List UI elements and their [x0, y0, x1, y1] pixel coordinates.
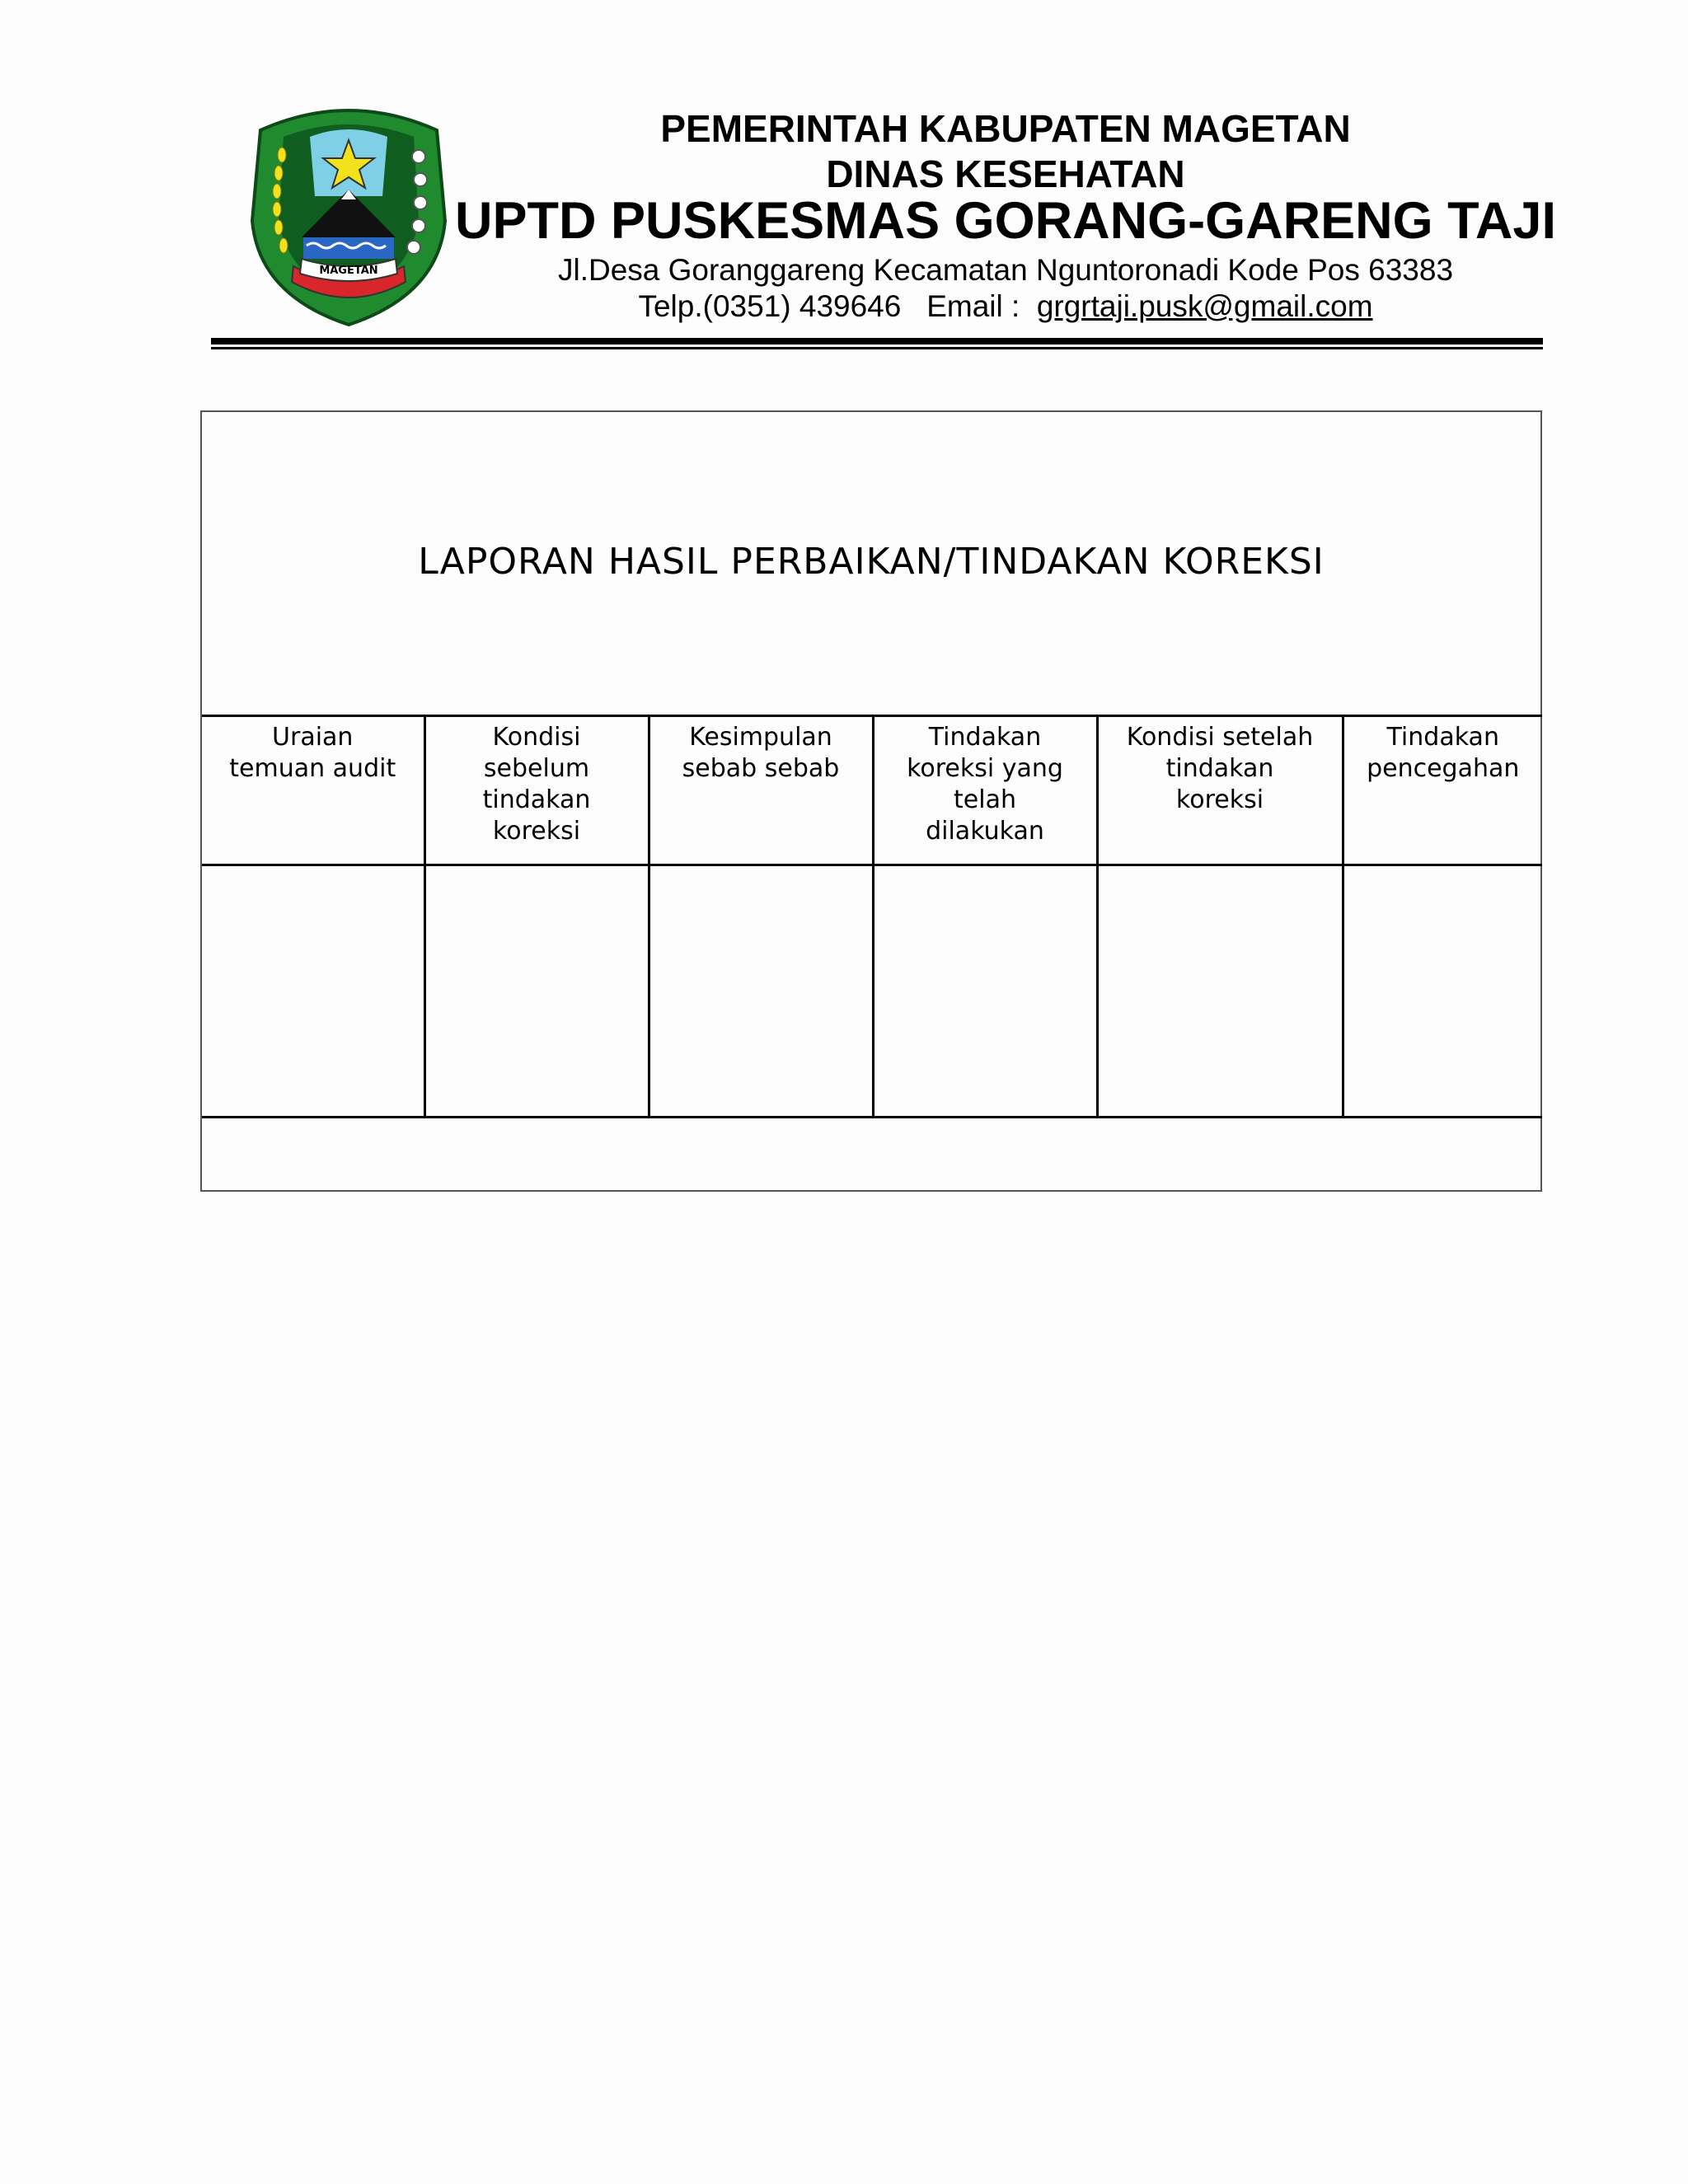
- address-line: Jl.Desa Goranggareng Kecamatan Nguntoronadi Kode Pos 63383: [557, 253, 1454, 287]
- column-header-line: sebab sebab: [682, 754, 840, 783]
- column-header-line: Kondisi: [492, 723, 581, 752]
- correction-report-table: [202, 715, 1542, 1118]
- phone-number: Telp.(0351) 439646: [638, 289, 902, 323]
- letterhead-divider-thin: [211, 347, 1543, 349]
- column-header-line: koreksi: [492, 817, 581, 846]
- column-header-line: telah: [954, 785, 1016, 814]
- table-header-row: [202, 716, 1542, 865]
- table-cell[interactable]: [424, 865, 649, 1118]
- column-header: [1097, 716, 1343, 865]
- form-title: LAPORAN HASIL PERBAIKAN/TINDAKAN KOREKSI: [418, 541, 1325, 583]
- regency-coat-of-arms-icon: [244, 97, 453, 330]
- department-name: DINAS KESEHATAN: [826, 152, 1185, 195]
- column-header-line: dilakukan: [926, 817, 1044, 846]
- column-header-line: tindakan: [1165, 754, 1274, 783]
- table-cell[interactable]: [1097, 865, 1343, 1118]
- email-link[interactable]: grgrtaji.pusk@gmail.com: [1036, 289, 1373, 323]
- column-header-line: tindakan: [482, 785, 591, 814]
- column-header-line: koreksi: [1175, 785, 1264, 814]
- table-cell[interactable]: [1343, 865, 1542, 1118]
- column-header: [424, 716, 649, 865]
- report-form: [200, 410, 1542, 1192]
- column-header-line: temuan audit: [229, 754, 396, 783]
- column-header: [873, 716, 1097, 865]
- table-cell[interactable]: [202, 865, 424, 1118]
- column-header: [1343, 716, 1542, 865]
- logo-banner-text: MAGETAN: [319, 265, 378, 277]
- table-body: [202, 865, 1542, 1118]
- table-cell[interactable]: [649, 865, 873, 1118]
- letterhead-divider: [211, 338, 1543, 344]
- table-cell[interactable]: [873, 865, 1097, 1118]
- column-header-line: Tindakan: [1386, 723, 1499, 752]
- government-name: PEMERINTAH KABUPATEN MAGETAN: [660, 107, 1351, 150]
- column-header-line: koreksi yang: [907, 754, 1063, 783]
- column-header: [649, 716, 873, 865]
- column-header-line: Kesimpulan: [689, 723, 832, 752]
- organization-name: UPTD PUSKESMAS GORANG-GARENG TAJI: [455, 192, 1556, 250]
- table-row: [202, 865, 1542, 1118]
- column-header-line: Tindakan: [928, 723, 1042, 752]
- column-header-line: Kondisi setelah: [1126, 723, 1314, 752]
- column-header-line: pencegahan: [1367, 754, 1520, 783]
- email-label: Email :: [926, 289, 1020, 323]
- contact-line: [429, 288, 1582, 326]
- column-header: [202, 716, 424, 865]
- column-header-line: Uraian: [272, 723, 354, 752]
- column-header-line: sebelum: [483, 754, 590, 783]
